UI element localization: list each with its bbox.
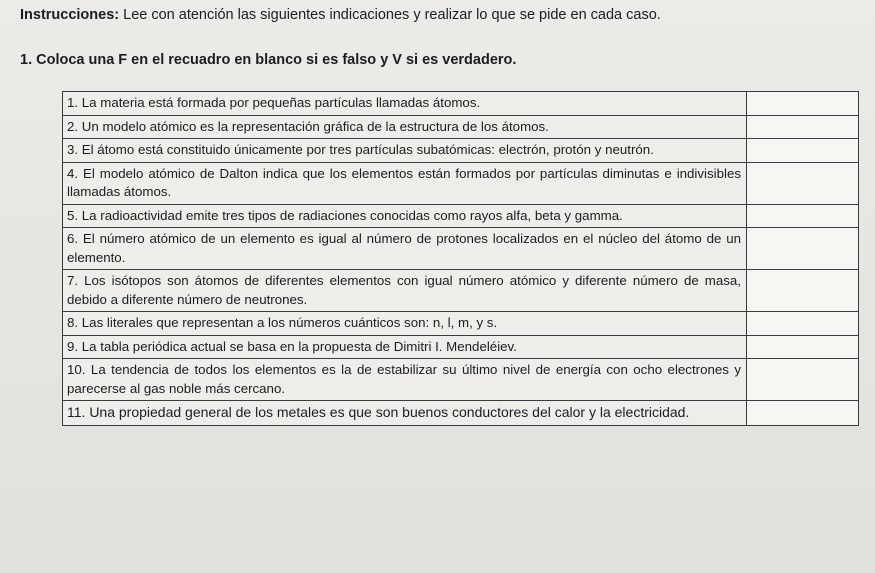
statement-cell: 8. Las literales que representan a los números cuánticos son: n, l, m, y s. xyxy=(63,312,747,336)
table-row xyxy=(63,359,859,401)
statement-cell: 4. El modelo atómico de Dalton indica que los elementos están formados por partículas diminutas e indivisibles llamadas átomos. xyxy=(63,162,747,204)
statement-cell: 7. Los isótopos son átomos de diferentes elementos con igual número atómico y diferente número de masa, debido a diferente número de neutrones. xyxy=(63,270,747,312)
statement-cell: 5. La radioactividad emite tres tipos de radiaciones conocidas como rayos alfa, beta y gamma. xyxy=(63,204,747,228)
instructions-line xyxy=(20,6,860,24)
answer-box[interactable] xyxy=(747,335,859,359)
table-row xyxy=(63,92,859,116)
answer-box[interactable] xyxy=(747,162,859,204)
table-row xyxy=(63,401,859,426)
table-row xyxy=(63,335,859,359)
table-row xyxy=(63,204,859,228)
table-row xyxy=(63,139,859,163)
question-title: 1. Coloca una F en el recuadro en blanco si es falso y V si es verdadero. xyxy=(20,52,517,68)
statement-cell: 11. Una propiedad general de los metales es que son buenos conductores del calor y la electricidad. xyxy=(63,401,747,426)
answer-box[interactable] xyxy=(747,204,859,228)
answer-box[interactable] xyxy=(747,92,859,116)
table-row xyxy=(63,162,859,204)
statement-cell: 2. Un modelo atómico es la representación gráfica de la estructura de los átomos. xyxy=(63,115,747,139)
statement-cell: 1. La materia está formada por pequeñas partículas llamadas átomos. xyxy=(63,92,747,116)
instructions-text: Lee con atención las siguientes indicaciones y realizar lo que se pide en cada caso. xyxy=(119,7,661,23)
instructions-label: Instrucciones: xyxy=(20,7,120,23)
table-row xyxy=(63,270,859,312)
answer-box[interactable] xyxy=(747,359,859,401)
answer-box[interactable] xyxy=(747,139,859,163)
answer-box[interactable] xyxy=(747,228,859,270)
statement-cell: 6. El número atómico de un elemento es igual al número de protones localizados en el núcleo del átomo de un elemento. xyxy=(63,228,747,270)
statement-cell: 9. La tabla periódica actual se basa en la propuesta de Dimitri I. Mendeléiev. xyxy=(63,335,747,359)
table-row xyxy=(63,312,859,336)
true-false-table xyxy=(62,91,859,426)
statement-cell: 10. La tendencia de todos los elementos es la de estabilizar su último nivel de energía con ocho electrones y parecerse al gas noble más cercano. xyxy=(63,359,747,401)
answer-box[interactable] xyxy=(747,115,859,139)
answer-box[interactable] xyxy=(747,312,859,336)
table-row xyxy=(63,228,859,270)
answer-box[interactable] xyxy=(747,401,859,426)
answer-box[interactable] xyxy=(747,270,859,312)
table-row xyxy=(63,115,859,139)
statement-cell: 3. El átomo está constituido únicamente por tres partículas subatómicas: electrón, protón y neutrón. xyxy=(63,139,747,163)
